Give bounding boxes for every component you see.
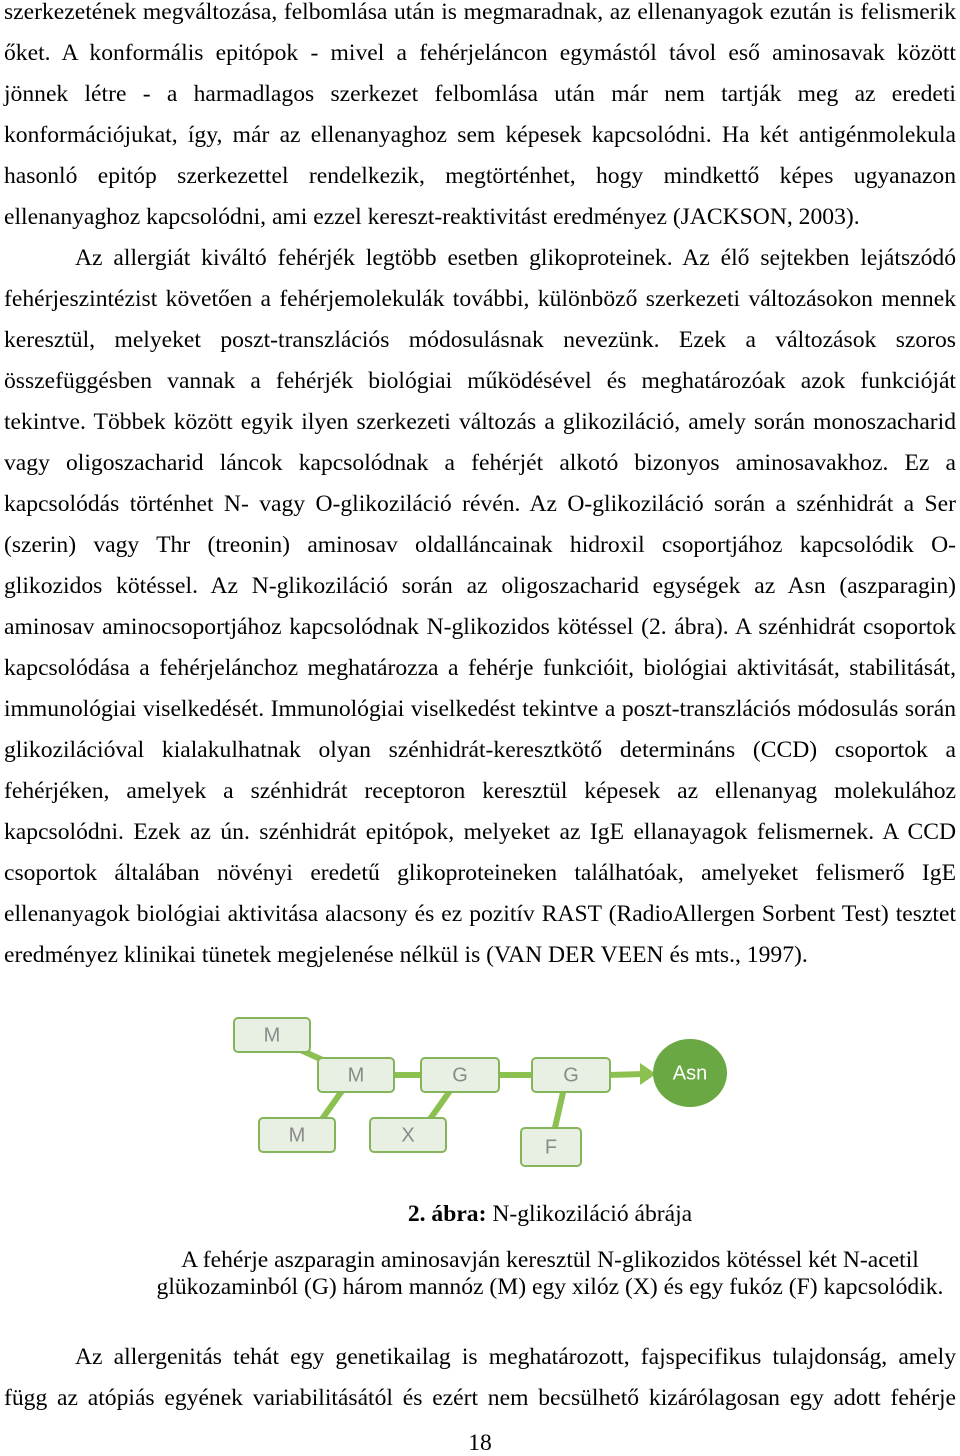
text-line: ellenanyagok biológiai aktivitása alacsony és ez pozitív RAST (RadioAllergen Sorbent Test) tesztet <box>4 900 956 927</box>
sugar-node-fucose <box>521 1128 581 1166</box>
glycosidic-bond-line <box>428 1088 452 1122</box>
sugar-label: F <box>544 1136 558 1159</box>
text-line: összefüggésben vannak a fehérjék biológiai működésével és meghatározóak azok funkcióját <box>4 367 956 394</box>
sugar-node-glcnac-first <box>421 1058 499 1092</box>
caption-line: A fehérje aszparagin aminosavján keresztül N-glikozidos kötéssel két N-acetil <box>181 1247 919 1273</box>
text-line: konformációjukat, így, már az ellenanyaghoz sem képesek kapcsolódni. Ha két antigénmolekula <box>4 121 956 148</box>
text-line: kapcsolódni. Ezek az ún. szénhidrát epitópok, melyeket az IgE ellanayagok felismernek. A CCD <box>4 818 956 845</box>
asparagine-label: Asn <box>672 1062 708 1085</box>
sugar-node-mannose-bottom <box>259 1118 335 1152</box>
paragraph <box>4 238 956 976</box>
body-text <box>4 1337 956 1419</box>
text-line: glikozilációval kialakulhatnak olyan szénhidrát-keresztkötő determináns (CCD) csoportok a <box>4 736 956 763</box>
glycosidic-bond-line <box>554 1088 564 1132</box>
text-line: tekintve. Többek között egyik ilyen szerkezeti változás a glikoziláció, amely során monoszacharid <box>4 408 956 435</box>
paragraph <box>4 0 956 238</box>
body-text <box>4 0 956 976</box>
sugar-label: M <box>347 1064 365 1087</box>
sugar-label: X <box>401 1124 415 1147</box>
page-number: 18 <box>468 1430 492 1456</box>
sugar-label: M <box>288 1124 306 1147</box>
caption-line: glükozaminból (G) három mannóz (M) egy xilóz (X) és egy fukóz (F) kapcsolódik. <box>156 1274 944 1300</box>
text-line: csoportok általában növényi eredetű glikoproteineken találhatóak, amelyeket felismerő IgE <box>4 859 956 886</box>
sugar-label: G <box>563 1064 579 1087</box>
n-glycosidic-bond-line <box>608 1074 644 1075</box>
text-line: jönnek létre - a harmadlagos szerkezet felbomlása után már nem tartják meg az eredeti <box>4 80 956 107</box>
text-line: eredményez klinikai tünetek megjelenése nélkül is (VAN DER VEEN és mts., 1997). <box>4 941 808 968</box>
text-line: ellenanyaghoz kapcsolódni, ami ezzel kereszt-reaktivitást eredményez (JACKSON, 2003). <box>4 203 860 230</box>
sugar-node-xylose <box>370 1118 446 1152</box>
text-line: (szerin) vagy Thr (treonin) aminosav oldalláncainak hidroxil csoportjához kapcsolódik O- <box>4 531 956 558</box>
text-line: hasonló epitóp szerkezettel rendelkezik, megtörténhet, hogy mindkettő képes ugyanazon <box>4 162 956 189</box>
sugar-node-mannose-top <box>234 1018 310 1052</box>
text-line: fehérjeszintézist követően a fehérjemolekulák további, különböző szerkezeti változásokon mennek <box>4 285 956 312</box>
text-line: függ az atópiás egyének variabilitásától és ezért nem becsülhető kizárólagosan egy adott fehérje <box>4 1385 956 1411</box>
text-line: kapcsolódása a fehérjelánchoz meghatározza a fehérje funkcióit, biológiai aktivitását, stabilitását, <box>4 654 956 681</box>
text-line: aminosav aminocsoportjához kapcsolódnak N-glikozidos kötéssel (2. ábra). A szénhidrát csoportok <box>4 613 956 640</box>
text-line: vagy oligoszacharid láncok kapcsolódnak a fehérjét alkotó bizonyos aminosavakhoz. Ez a <box>4 449 956 476</box>
figure-caption-title <box>140 1194 960 1235</box>
text-line: keresztül, melyeket poszt-transzlációs módosulásnak nevezünk. Ezek a változások szoros <box>4 326 956 353</box>
text-line: immunológiai viselkedését. Immunológiai viselkedést tekintve a poszt-transzlációs módosulás során <box>4 695 956 722</box>
n-glycosylation-figure <box>0 1000 960 1180</box>
text-line: kapcsolódás történhet N- vagy O-glikoziláció révén. Az O-glikoziláció során a szénhidrát a Ser <box>4 490 956 517</box>
text-line: fehérjéken, amelyek a szénhidrát receptoron keresztül képesek az ellenanyag molekulához <box>4 777 956 804</box>
figure-number: 2. ábra: <box>407 1201 487 1227</box>
text-line: szerkezetének megváltozása, felbomlása után is megmaradnak, az ellenanyagok ezután is felismerik <box>4 0 956 25</box>
asparagine-node <box>653 1039 727 1107</box>
text-line: glikozidos kötéssel. Az N-glikoziláció során az oligoszacharid egységek az Asn (aszparagin) <box>4 572 956 599</box>
figure-caption-description <box>140 1247 960 1301</box>
glycosidic-bond-line <box>320 1088 344 1122</box>
text-line: őket. A konformális epitópok - mivel a fehérjeláncon egymástól távol eső aminosavak között <box>4 39 956 66</box>
text-line: Az allergiát kiváltó fehérjék legtöbb esetben glikoproteinek. Az élő sejtekben lejátszódó <box>75 244 956 271</box>
sugar-node-glcnac-second <box>532 1058 610 1092</box>
sugar-label: M <box>263 1024 281 1047</box>
figure-title: N-glikoziláció ábrája <box>492 1201 693 1227</box>
text-line: Az allergenitás tehát egy genetikailag is meghatározott, fajspecifikus tulajdonság, amely <box>75 1344 956 1370</box>
sugar-node-mannose-middle <box>318 1058 394 1092</box>
sugar-label: G <box>452 1064 468 1087</box>
paragraph <box>4 1337 956 1419</box>
